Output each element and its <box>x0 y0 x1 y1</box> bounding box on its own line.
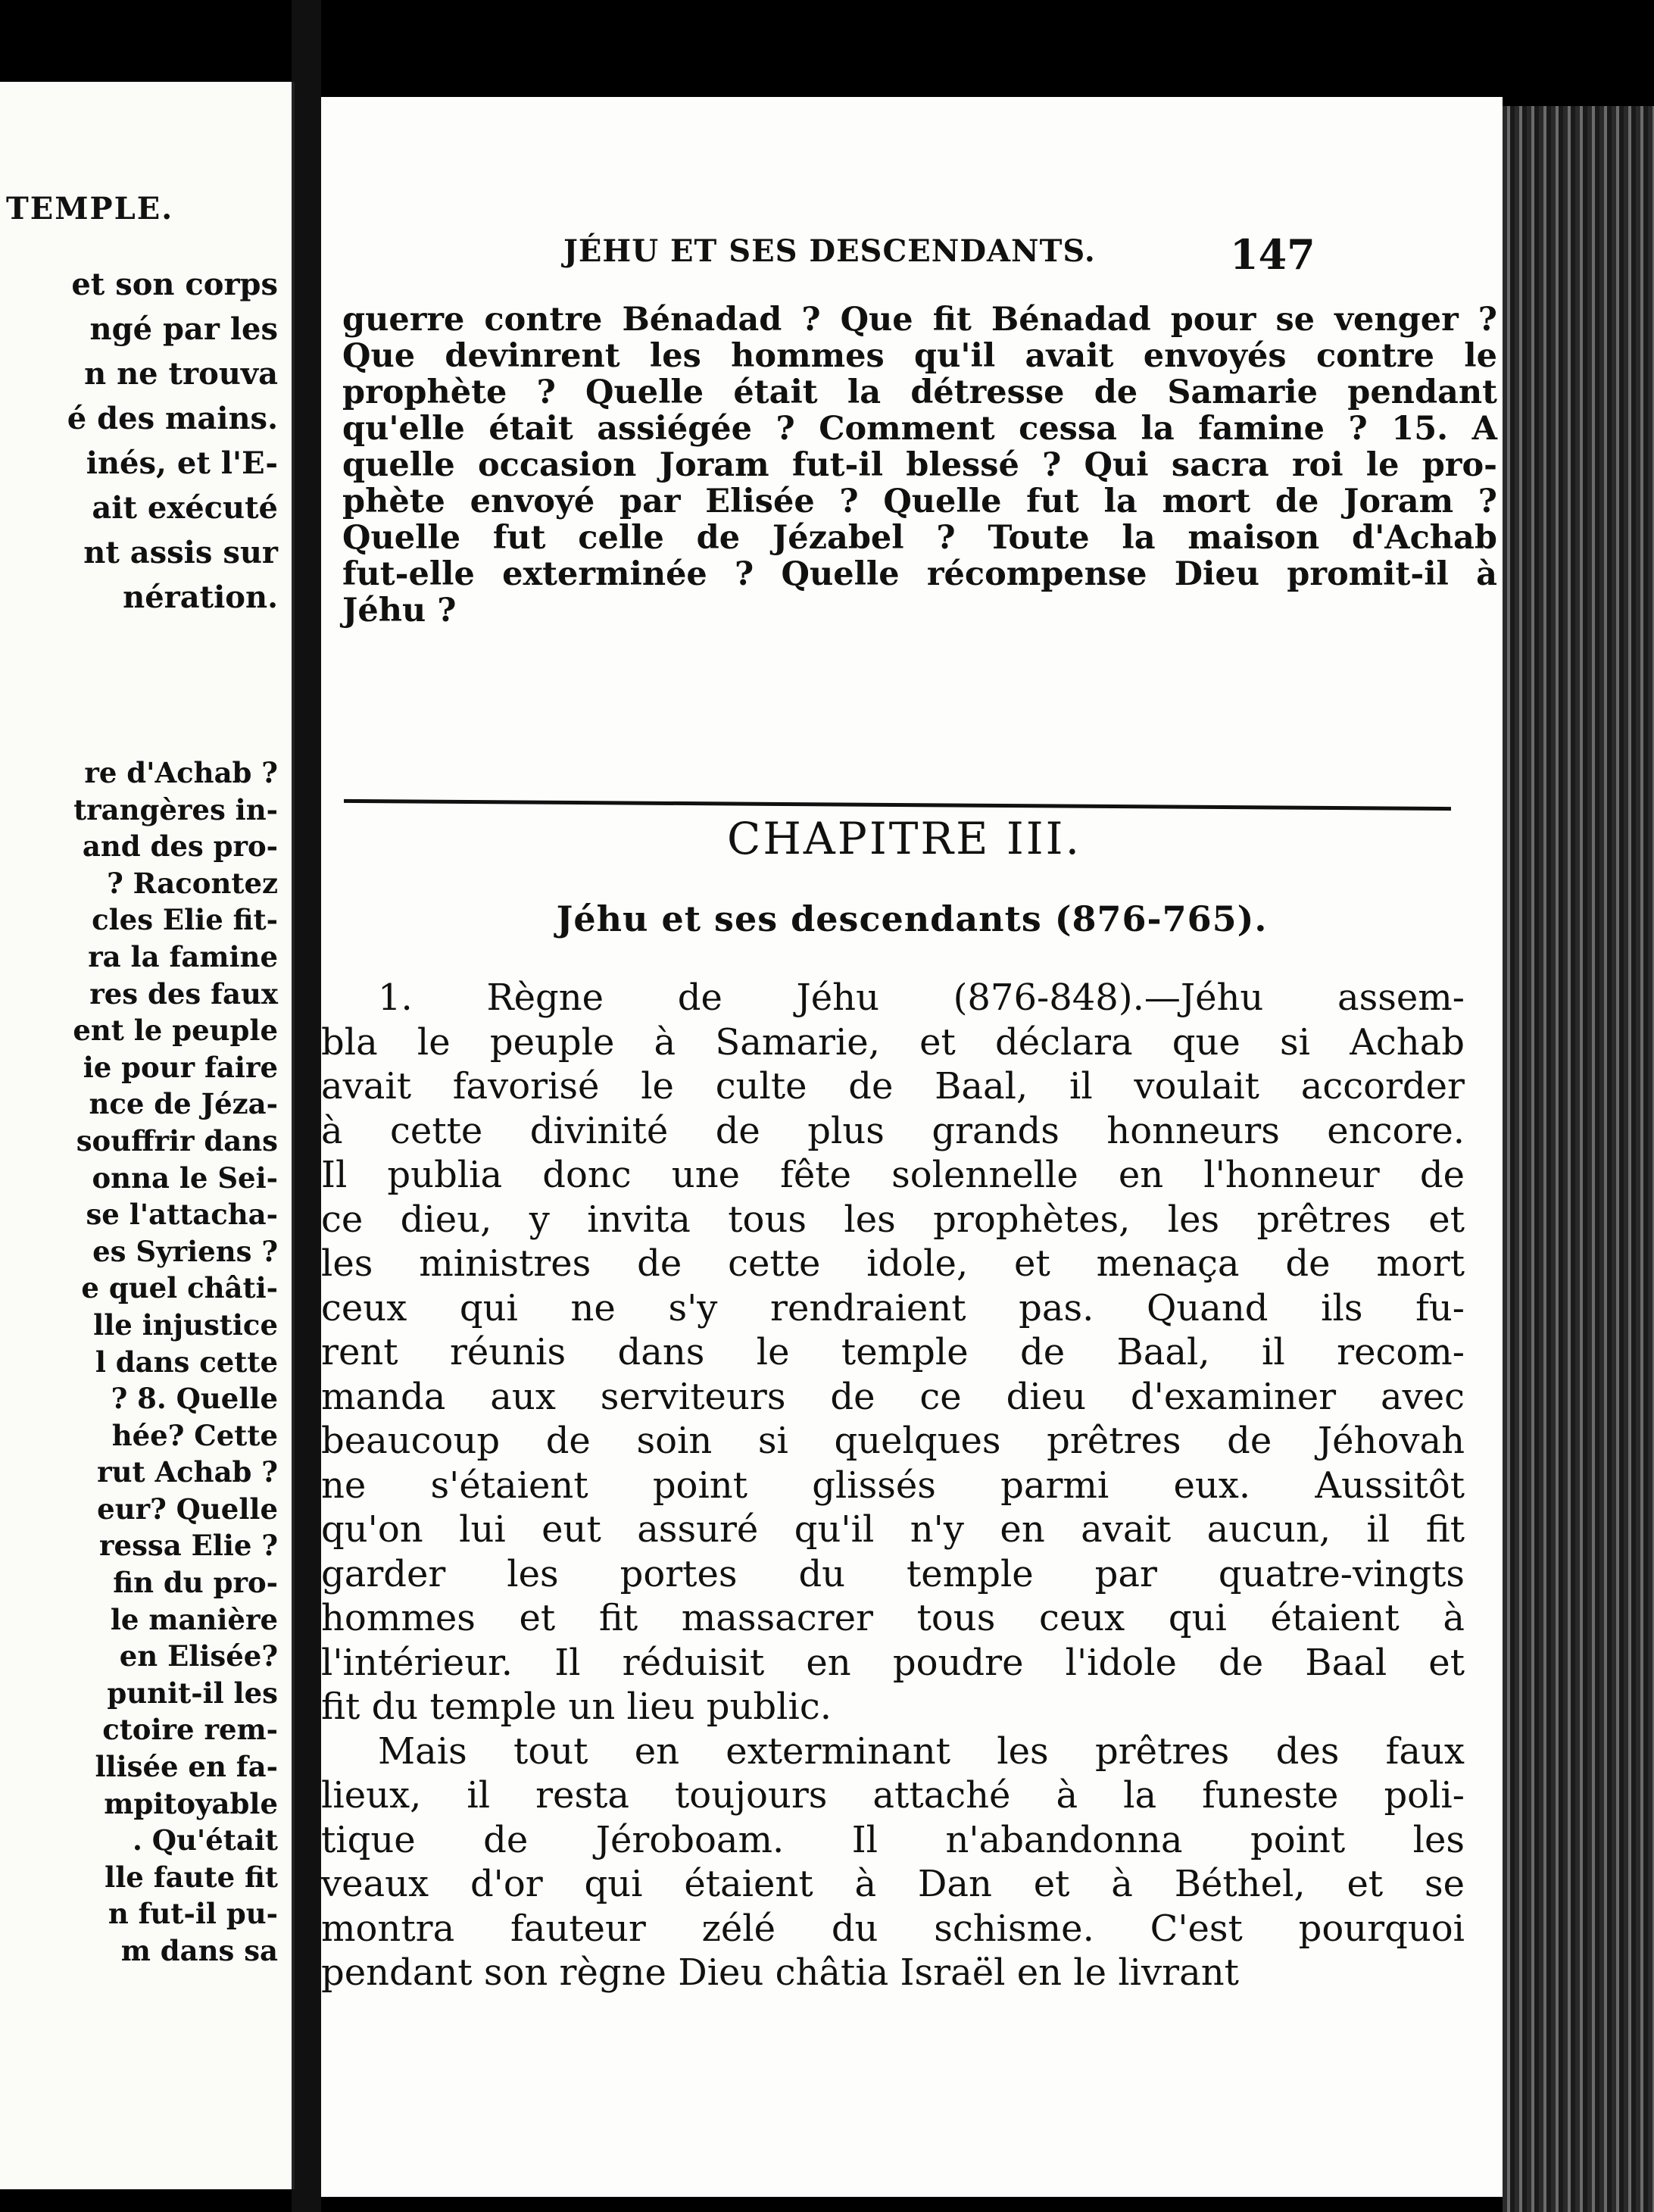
text-line: nération. <box>123 580 278 615</box>
paragraph-line: manda aux serviteurs de ce dieu d'examiner avec <box>321 1375 1465 1418</box>
paragraph-line: qu'on lui eut assuré qu'il n'y en avait aucun, il fit <box>321 1508 1465 1551</box>
text-line: é des mains. <box>67 401 278 436</box>
page-edges <box>1503 106 1654 2212</box>
text-line: ait exécuté <box>92 490 278 526</box>
text-line: ra la famine <box>88 939 278 973</box>
text-line: ctoire rem- <box>102 1713 278 1747</box>
paragraph-line: hommes et fit massacrer tous ceux qui étaient à <box>321 1597 1465 1639</box>
text-line: ressa Elie ? <box>99 1529 278 1563</box>
text-line: m dans sa <box>120 1934 278 1967</box>
text-line: ngé par les <box>89 311 278 347</box>
paragraph-line: les ministres de cette idole, et menaça de mort <box>321 1242 1465 1285</box>
text-line: n fut-il pu- <box>108 1897 278 1931</box>
text-line: eur? Quelle <box>97 1492 278 1526</box>
text-line: lle faute fit <box>105 1860 278 1894</box>
text-line: punit-il les <box>107 1676 278 1710</box>
text-line: llisée en fa- <box>95 1750 278 1784</box>
text-line: l dans cette <box>95 1345 278 1379</box>
question-line: Que devinrent les hommes qu'il avait envoyés contre le <box>342 337 1497 375</box>
paragraph-line: ce dieu, y invita tous les prophètes, les prêtres et <box>321 1198 1465 1241</box>
text-line: nt assis sur <box>83 535 278 570</box>
question-line: phète envoyé par Elisée ? Quelle fut la mort de Joram ? <box>342 483 1497 520</box>
paragraph-line: veaux d'or qui étaient à Dan et à Béthel, et se <box>321 1863 1465 1905</box>
text-line: . Qu'était <box>133 1823 278 1857</box>
paragraph-line: fit du temple un lieu public. <box>321 1686 832 1728</box>
text-line: e quel châti- <box>81 1271 278 1305</box>
text-line: en Elisée? <box>119 1639 278 1673</box>
text-line: re d'Achab ? <box>84 756 278 789</box>
question-line: qu'elle était assiégée ? Comment cessa la famine ? 15. A <box>342 410 1497 448</box>
paragraph-line: bla le peuple à Samarie, et déclara que si Achab <box>321 1020 1465 1064</box>
paragraph-line: montra fauteur zélé du schisme. C'est pourquoi <box>321 1907 1465 1950</box>
question-line: fut-elle exterminée ? Quelle récompense Dieu promit-il à <box>342 555 1497 593</box>
text-line: onna le Sei- <box>92 1161 278 1195</box>
text-line: nce de Jéza- <box>89 1087 278 1121</box>
paragraph-line: tique de Jéroboam. Il n'abandonna point les <box>321 1818 1465 1861</box>
text-line: ent le peuple <box>73 1014 278 1048</box>
text-line: se l'attacha- <box>86 1198 278 1232</box>
chapter-body <box>321 976 1465 1995</box>
right-page <box>321 97 1503 2197</box>
paragraph-line: à cette divinité de plus grands honneurs encore. <box>321 1109 1465 1152</box>
left-page-lower-text <box>73 755 278 1970</box>
text-line: lle injustice <box>93 1308 278 1342</box>
text-line: et son corps <box>71 267 278 302</box>
chapter-title: CHAPITRE III. <box>726 813 1082 864</box>
text-line: le manière <box>110 1602 278 1636</box>
text-line: fin du pro- <box>113 1566 278 1600</box>
paragraph-line: l'intérieur. Il réduisit en poudre l'idole de Baal et <box>321 1641 1465 1684</box>
text-line: n ne trouva <box>84 356 278 392</box>
paragraph-line: ne s'étaient point glissés parmi eux. Aussitôt <box>321 1464 1465 1507</box>
text-line: inés, et l'E- <box>86 445 278 481</box>
text-line: cles Elie fit- <box>92 903 278 937</box>
text-line: ? 8. Quelle <box>111 1382 278 1416</box>
text-line: trangères in- <box>73 792 278 826</box>
paragraph-line: ceux qui ne s'y rendraient pas. Quand ils fu- <box>321 1286 1465 1329</box>
text-line: ? Racontez <box>107 866 278 900</box>
question-line: prophète ? Quelle était la détresse de Samarie pendant <box>342 373 1497 411</box>
section-divider-rule <box>344 799 1451 811</box>
page-number: 147 <box>1230 230 1315 279</box>
text-line: souffrir dans <box>76 1123 278 1158</box>
paragraph-line: garder les portes du temple par quatre-vingts <box>321 1552 1465 1595</box>
paragraph-line: pendant son règne Dieu châtia Israël en le livrant <box>321 1951 1239 1994</box>
question-line: guerre contre Bénadad ? Que fit Bénadad pour se venger ? <box>342 301 1497 339</box>
chapter-subtitle: Jéhu et ses descendants (876-765). <box>556 898 1268 939</box>
left-page-upper-text <box>67 262 278 620</box>
left-running-head: TEMPLE. <box>6 191 174 227</box>
book-gutter <box>292 0 321 2212</box>
text-line: res des faux <box>89 976 278 1011</box>
question-line: Jéhu ? <box>342 592 457 630</box>
paragraph-line: Il publia donc une fête solennelle en l'honneur de <box>321 1154 1465 1196</box>
text-line: hée? Cette <box>111 1418 278 1452</box>
text-line: rut Achab ? <box>97 1455 278 1489</box>
running-head: JÉHU ET SES DESCENDANTS. <box>563 233 1096 269</box>
paragraph-line: rent réunis dans le temple de Baal, il recom- <box>321 1331 1465 1373</box>
paragraph-line: lieux, il resta toujours attaché à la funeste poli- <box>321 1774 1465 1817</box>
question-line: Quelle fut celle de Jézabel ? Toute la maison d'Achab <box>342 519 1497 557</box>
paragraph-line: beaucoup de soin si quelques prêtres de Jéhovah <box>321 1420 1465 1462</box>
text-line: ie pour faire <box>83 1050 278 1084</box>
text-line: and des pro- <box>82 830 278 864</box>
left-page <box>0 82 295 2189</box>
text-line: es Syriens ? <box>92 1234 278 1268</box>
question-line: quelle occasion Joram fut-il blessé ? Qui sacra roi le pro- <box>342 446 1497 484</box>
text-line: mpitoyable <box>104 1786 278 1820</box>
paragraph-line: avait favorisé le culte de Baal, il voulait accorder <box>321 1065 1465 1108</box>
paragraph-line: Mais tout en exterminant les prêtres des faux <box>378 1729 1465 1773</box>
paragraph-line: 1. Règne de Jéhu (876-848).—Jéhu assem- <box>378 976 1465 1019</box>
review-questions <box>342 301 1497 629</box>
